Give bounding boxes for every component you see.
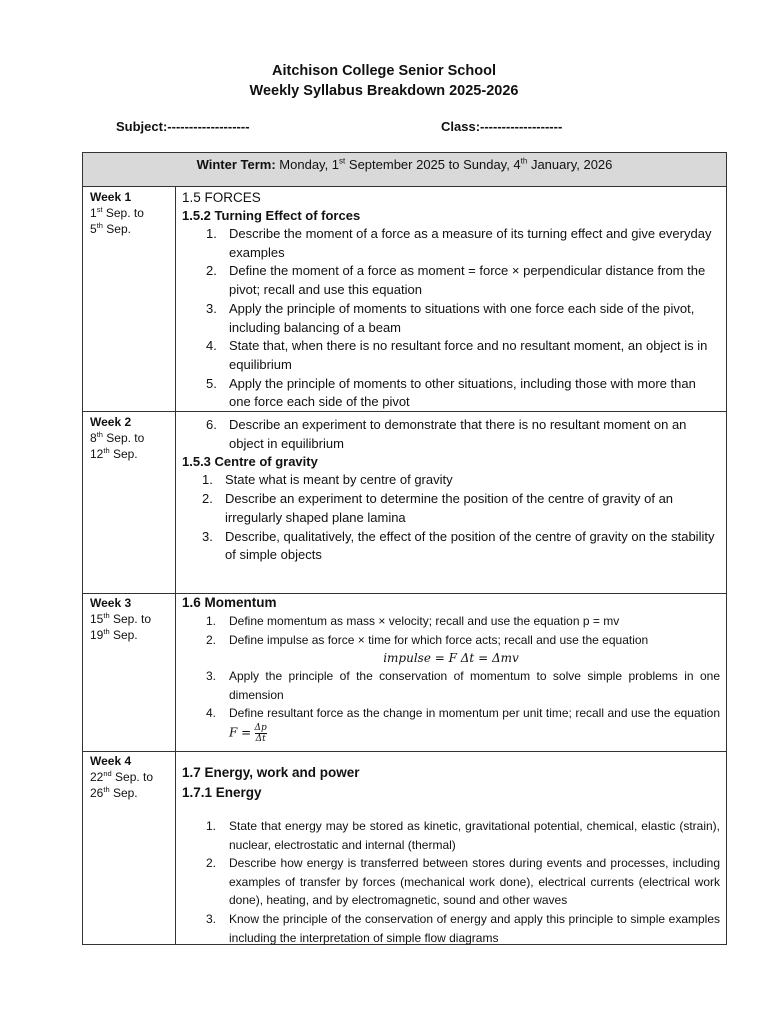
document-title: Weekly Syllabus Breakdown 2025-2026 <box>249 83 519 99</box>
subsection-heading: 1.5.2 Turning Effect of forces <box>182 208 361 223</box>
fraction: $\frac{\Delta p}{\Delta t}$ <box>254 722 267 744</box>
list-item: 2. Define the moment of a force as moment = force × perpendicular distance from the pivot; recall and use this equation <box>206 263 706 298</box>
subsection-heading: 1.5.3 Centre of gravity <box>182 454 318 470</box>
section-heading: 1.5 FORCES <box>182 190 261 205</box>
list-item: 6. Describe an experiment to demonstrate that there is no resultant moment on an object in equilibrium <box>206 417 687 451</box>
school-name: Aitchison College Senior School <box>272 63 496 79</box>
list-item: 2. Describe how energy is transferred between stores during events and processes, including examples of transfer by forces (mechanical work done), electrical currents (electrical work done), heating, and by electromagnetic, sound and other waves <box>206 856 720 908</box>
section-heading: 1.7 Energy, work and power <box>182 765 360 780</box>
list-item: 3. Know the principle of the conservation of energy and apply this principle to simple examples including the interpretation of simple flow diagrams <box>206 911 720 945</box>
term-header: Winter Term: Monday, 1st September 2025 to Sunday, 4th January, 2026 <box>83 153 726 187</box>
week-4-label: Week 4 22nd Sep. to 26th Sep. <box>90 754 154 800</box>
week-1-list <box>182 225 720 412</box>
list-item: 5. Apply the principle of moments to other situations, including those with more than one force each side of the pivot <box>206 375 696 410</box>
week-3-content <box>182 594 720 744</box>
week-4-content <box>182 763 720 947</box>
list-item: 1. Describe the moment of a force as a measure of its turning effect and give everyday examples <box>206 226 712 260</box>
subject-field: Subject:------------------- <box>116 119 250 134</box>
week-4-list <box>182 817 720 947</box>
week-2-list <box>178 471 720 565</box>
week-3-list <box>182 612 720 649</box>
list-item: 4. Define resultant force as the change in momentum per unit time; recall and use the equation F = $\frac{\Delta p}{\Delta t}$ <box>206 706 720 744</box>
week-3-label: Week 3 15th Sep. to 19th Sep. <box>90 596 151 642</box>
week-2-list-continued <box>182 416 720 453</box>
column-divider <box>175 187 176 944</box>
impulse-equation: impulse = F Δt = Δmv <box>383 651 519 666</box>
row-divider <box>83 751 726 752</box>
list-item: 1. State that energy may be stored as kinetic, gravitational potential, chemical, elastic (strain), nuclear, electrostatic and internal (thermal) <box>206 819 720 852</box>
week-2-content <box>182 416 720 565</box>
list-item: 3. Apply the principle of the conservation of momentum to solve simple problems in one dimension <box>206 669 720 702</box>
week-2-label: Week 2 8th Sep. to 12th Sep. <box>90 415 145 461</box>
list-item: 3. Apply the principle of moments to situations with one force each side of the pivot, including balancing of a beam <box>206 300 695 335</box>
syllabus-table <box>82 152 727 945</box>
week-1-label: Week 1 1st Sep. to 5th Sep. <box>90 190 144 236</box>
week-1-content <box>182 189 720 412</box>
force-equation: F = <box>229 725 252 740</box>
list-item: 3. Describe, qualitatively, the effect of the position of the centre of gravity on the stability of simple objects <box>202 528 715 563</box>
week-3-list-b <box>182 667 720 744</box>
class-field: Class:------------------- <box>441 119 563 134</box>
term-label: Winter Term: <box>196 157 276 172</box>
list-item: 4. State that, when there is no resultant force and no resultant moment, an object is in equilibrium <box>206 338 708 372</box>
subsection-heading: 1.7.1 Energy <box>182 785 262 800</box>
list-item: 2. Describe an experiment to determine the position of the centre of gravity of an irregularly shaped plane lamina <box>202 491 674 525</box>
section-heading: 1.6 Momentum <box>182 595 277 610</box>
list-item: 1. Define momentum as mass × velocity; recall and use the equation p = mv <box>206 614 620 628</box>
list-item: 1. State what is meant by centre of gravity <box>202 472 453 488</box>
list-item: 2. Define impulse as force × time for which force acts; recall and use the equation <box>206 632 649 647</box>
